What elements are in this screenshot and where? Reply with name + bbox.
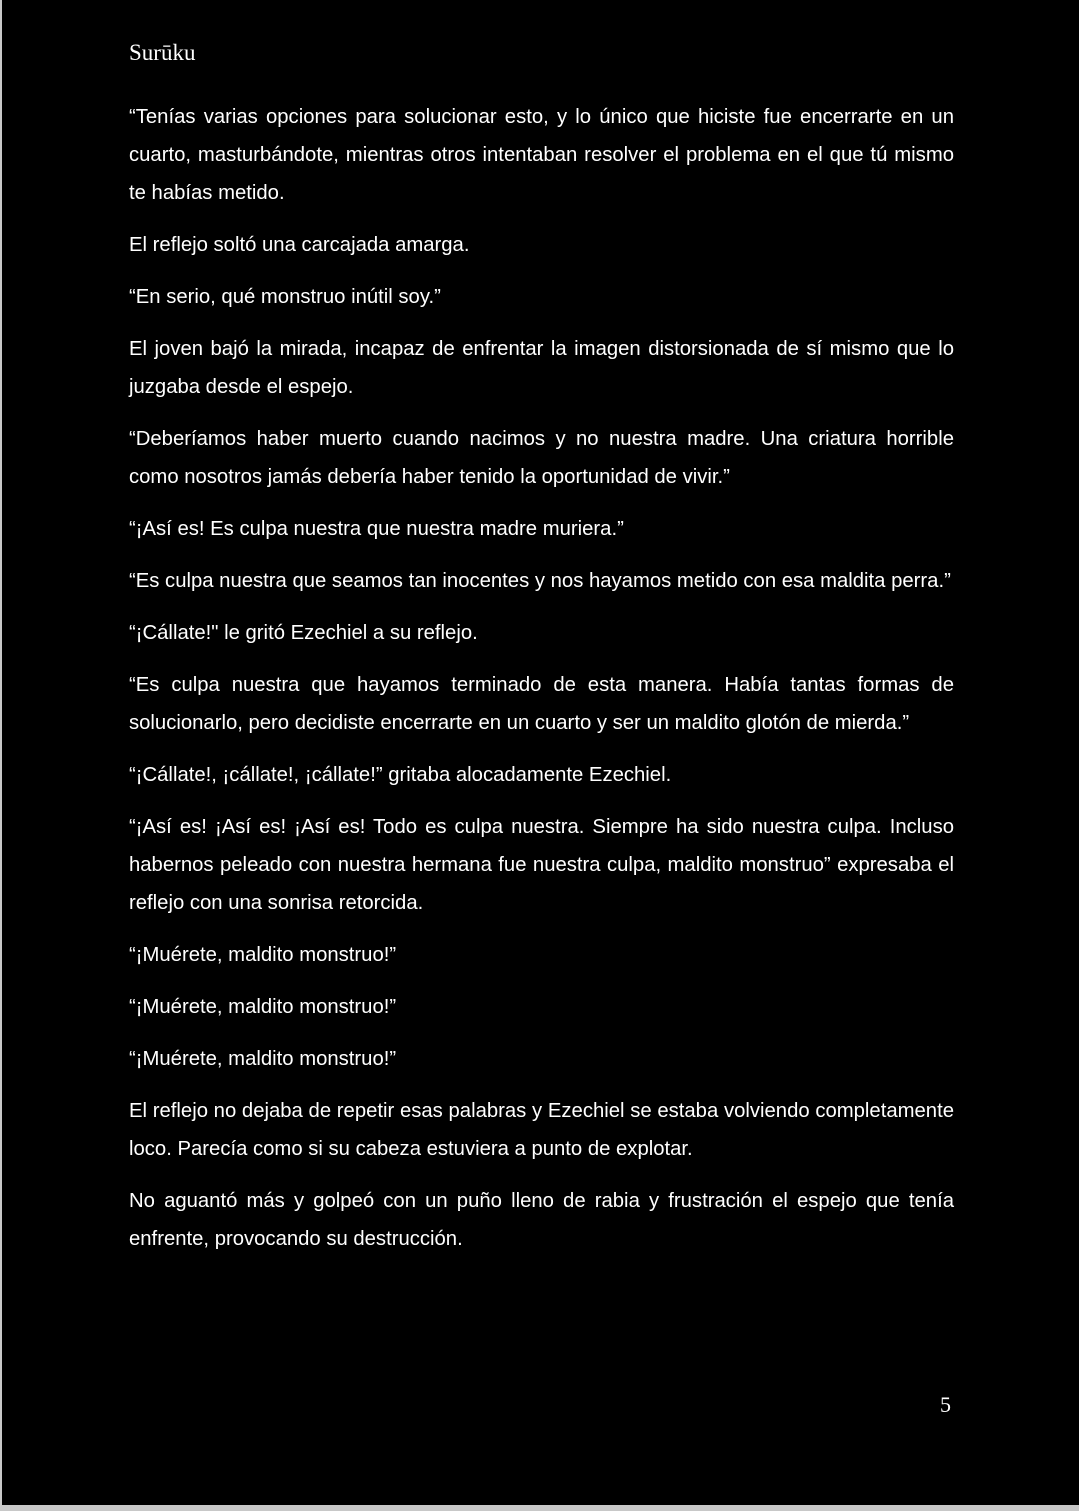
paragraph: “¡Muérete, maldito monstruo!” (129, 944, 397, 966)
paragraph: “¡Así es! ¡Así es! ¡Así es! Todo es culpa nuestra. Siempre ha sido nuestra culpa. Incluso habernos peleado con nuestra hermana fue nuestra culpa, maldito monstruo” expresaba el reflejo con una sonrisa retorcida. (129, 816, 954, 914)
paragraph: “Es culpa nuestra que hayamos terminado de esta manera. Había tantas formas de solucionarlo, pero decidiste encerrarte en un cuarto y ser un maldito glotón de mierda.” (129, 674, 954, 734)
paragraph: El reflejo no dejaba de repetir esas palabras y Ezechiel se estaba volviendo completamente loco. Parecía como si su cabeza estuviera a punto de explotar. (129, 1100, 954, 1160)
paragraph: El joven bajó la mirada, incapaz de enfrentar la imagen distorsionada de sí mismo que lo juzgaba desde el espejo. (129, 338, 954, 398)
paragraph: “Es culpa nuestra que seamos tan inocentes y nos hayamos metido con esa maldita perra.” (129, 570, 951, 592)
paragraph: El reflejo soltó una carcajada amarga. (129, 234, 470, 256)
paragraph: “¡Cállate!" le gritó Ezechiel a su reflejo. (129, 622, 478, 644)
paragraph: “¡Cállate!, ¡cállate!, ¡cállate!” gritaba alocadamente Ezechiel. (129, 764, 672, 786)
paragraph: “¡Así es! Es culpa nuestra que nuestra madre muriera.” (129, 518, 624, 540)
paragraph: “En serio, qué monstruo inútil soy.” (129, 286, 441, 308)
paragraph: No aguantó más y golpeó con un puño lleno de rabia y frustración el espejo que tenía enfrente, provocando su destrucción. (129, 1190, 954, 1250)
page-number: 5 (940, 1392, 951, 1417)
paragraph: “Tenías varias opciones para solucionar esto, y lo único que hiciste fue encerrarte en un cuarto, masturbándote, mientras otros intentaban resolver el problema en el que tú mismo te habías metido. (129, 106, 954, 204)
paragraph: “¡Muérete, maldito monstruo!” (129, 1048, 397, 1070)
running-header: Surūku (129, 40, 196, 65)
paragraph: “¡Muérete, maldito monstruo!” (129, 996, 397, 1018)
paragraph: “Deberíamos haber muerto cuando nacimos y no nuestra madre. Una criatura horrible como nosotros jamás debería haber tenido la oportunidad de vivir.” (129, 428, 954, 488)
document-page (2, 0, 1079, 1505)
body-text (129, 98, 954, 1272)
